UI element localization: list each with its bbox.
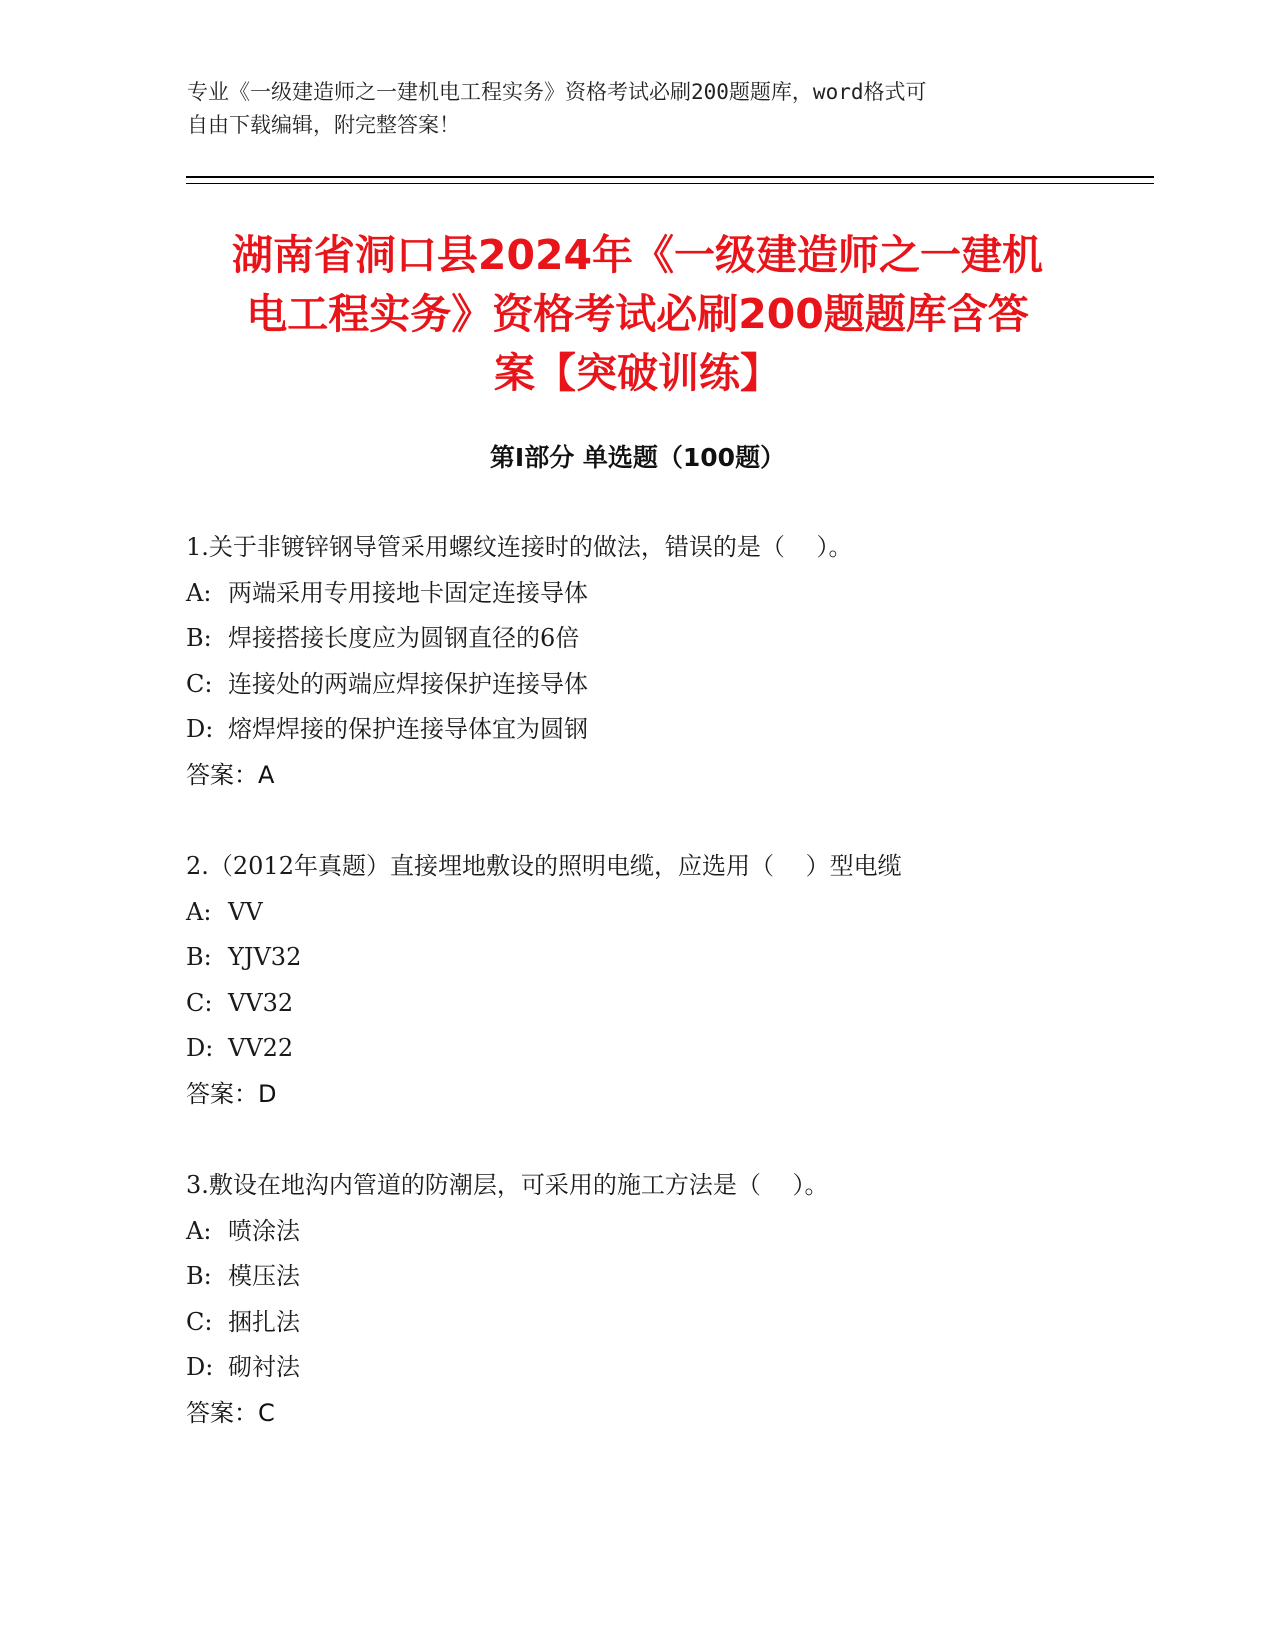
option-text: VV: [228, 897, 263, 926]
header-note-line-2: 自由下载编辑，附完整答案！: [187, 113, 460, 137]
option-d: [186, 1345, 1146, 1391]
section-title: 第Ⅰ部分 单选题（100题）: [489, 443, 786, 472]
document-title: [150, 226, 1125, 403]
option-text: 喷涂法: [228, 1216, 300, 1245]
document-title-line-1: 湖南省洞口县2024年《一级建造师之一建机: [231, 231, 1044, 279]
option-a: [186, 571, 1146, 617]
option-a: [186, 890, 1146, 936]
question-stem: 2.（2012年真题）直接埋地敷设的照明电缆，应选用（ ）型电缆: [186, 852, 902, 880]
document-title-line-3: 案【突破训练】: [494, 349, 781, 397]
option-text: VV32: [228, 988, 294, 1017]
option-label: D:: [186, 715, 214, 743]
option-text: 熔焊焊接的保护连接导体宜为圆钢: [228, 715, 588, 743]
option-text: YJV32: [228, 943, 302, 971]
option-label: D:: [186, 1353, 214, 1381]
option-text: 两端采用专用接地卡固定连接导体: [228, 578, 588, 607]
header-note: [187, 76, 1067, 142]
option-b: [186, 1254, 1146, 1300]
option-c: [186, 1300, 1146, 1346]
option-label: C:: [186, 988, 213, 1017]
option-text: VV22: [228, 1034, 294, 1062]
option-a: [186, 1209, 1146, 1255]
header-note-line-1: 专业《一级建造师之一建机电工程实务》资格考试必刷200题题库，word格式可: [187, 80, 927, 104]
option-label: B:: [186, 1262, 212, 1290]
answer: 答案：C: [186, 1398, 275, 1427]
question-stem: 3.敷设在地沟内管道的防潮层，可采用的施工方法是（ ）。: [186, 1171, 829, 1199]
option-c: [186, 981, 1146, 1027]
option-label: B:: [186, 943, 212, 971]
option-c: [186, 662, 1146, 708]
header-divider-thin: [186, 183, 1154, 184]
option-d: [186, 1026, 1146, 1072]
option-label: A:: [186, 897, 212, 926]
option-text: 砌衬法: [228, 1353, 300, 1381]
option-text: 连接处的两端应焊接保护连接导体: [228, 669, 588, 698]
answer: 答案：A: [186, 760, 275, 789]
document-title-line-2: 电工程实务》资格考试必刷200题题库含答: [246, 290, 1029, 338]
question-stem: 1.关于非镀锌钢导管采用螺纹连接时的做法，错误的是（ ）。: [186, 533, 853, 561]
option-text: 捆扎法: [228, 1307, 300, 1336]
option-label: C:: [186, 669, 213, 698]
option-d: [186, 707, 1146, 753]
question-list: [186, 525, 1146, 1482]
question-1: [186, 525, 1146, 798]
option-b: [186, 616, 1146, 662]
option-label: B:: [186, 624, 212, 652]
answer: 答案：D: [186, 1079, 277, 1108]
header-divider-thick: [186, 176, 1154, 178]
option-text: 模压法: [228, 1262, 300, 1290]
question-2: [186, 844, 1146, 1117]
option-label: A:: [186, 1216, 212, 1245]
option-label: C:: [186, 1307, 213, 1336]
option-label: A:: [186, 578, 212, 607]
option-text: 焊接搭接长度应为圆钢直径的6倍: [228, 624, 580, 652]
option-label: D:: [186, 1034, 214, 1062]
option-b: [186, 935, 1146, 981]
question-3: [186, 1163, 1146, 1436]
